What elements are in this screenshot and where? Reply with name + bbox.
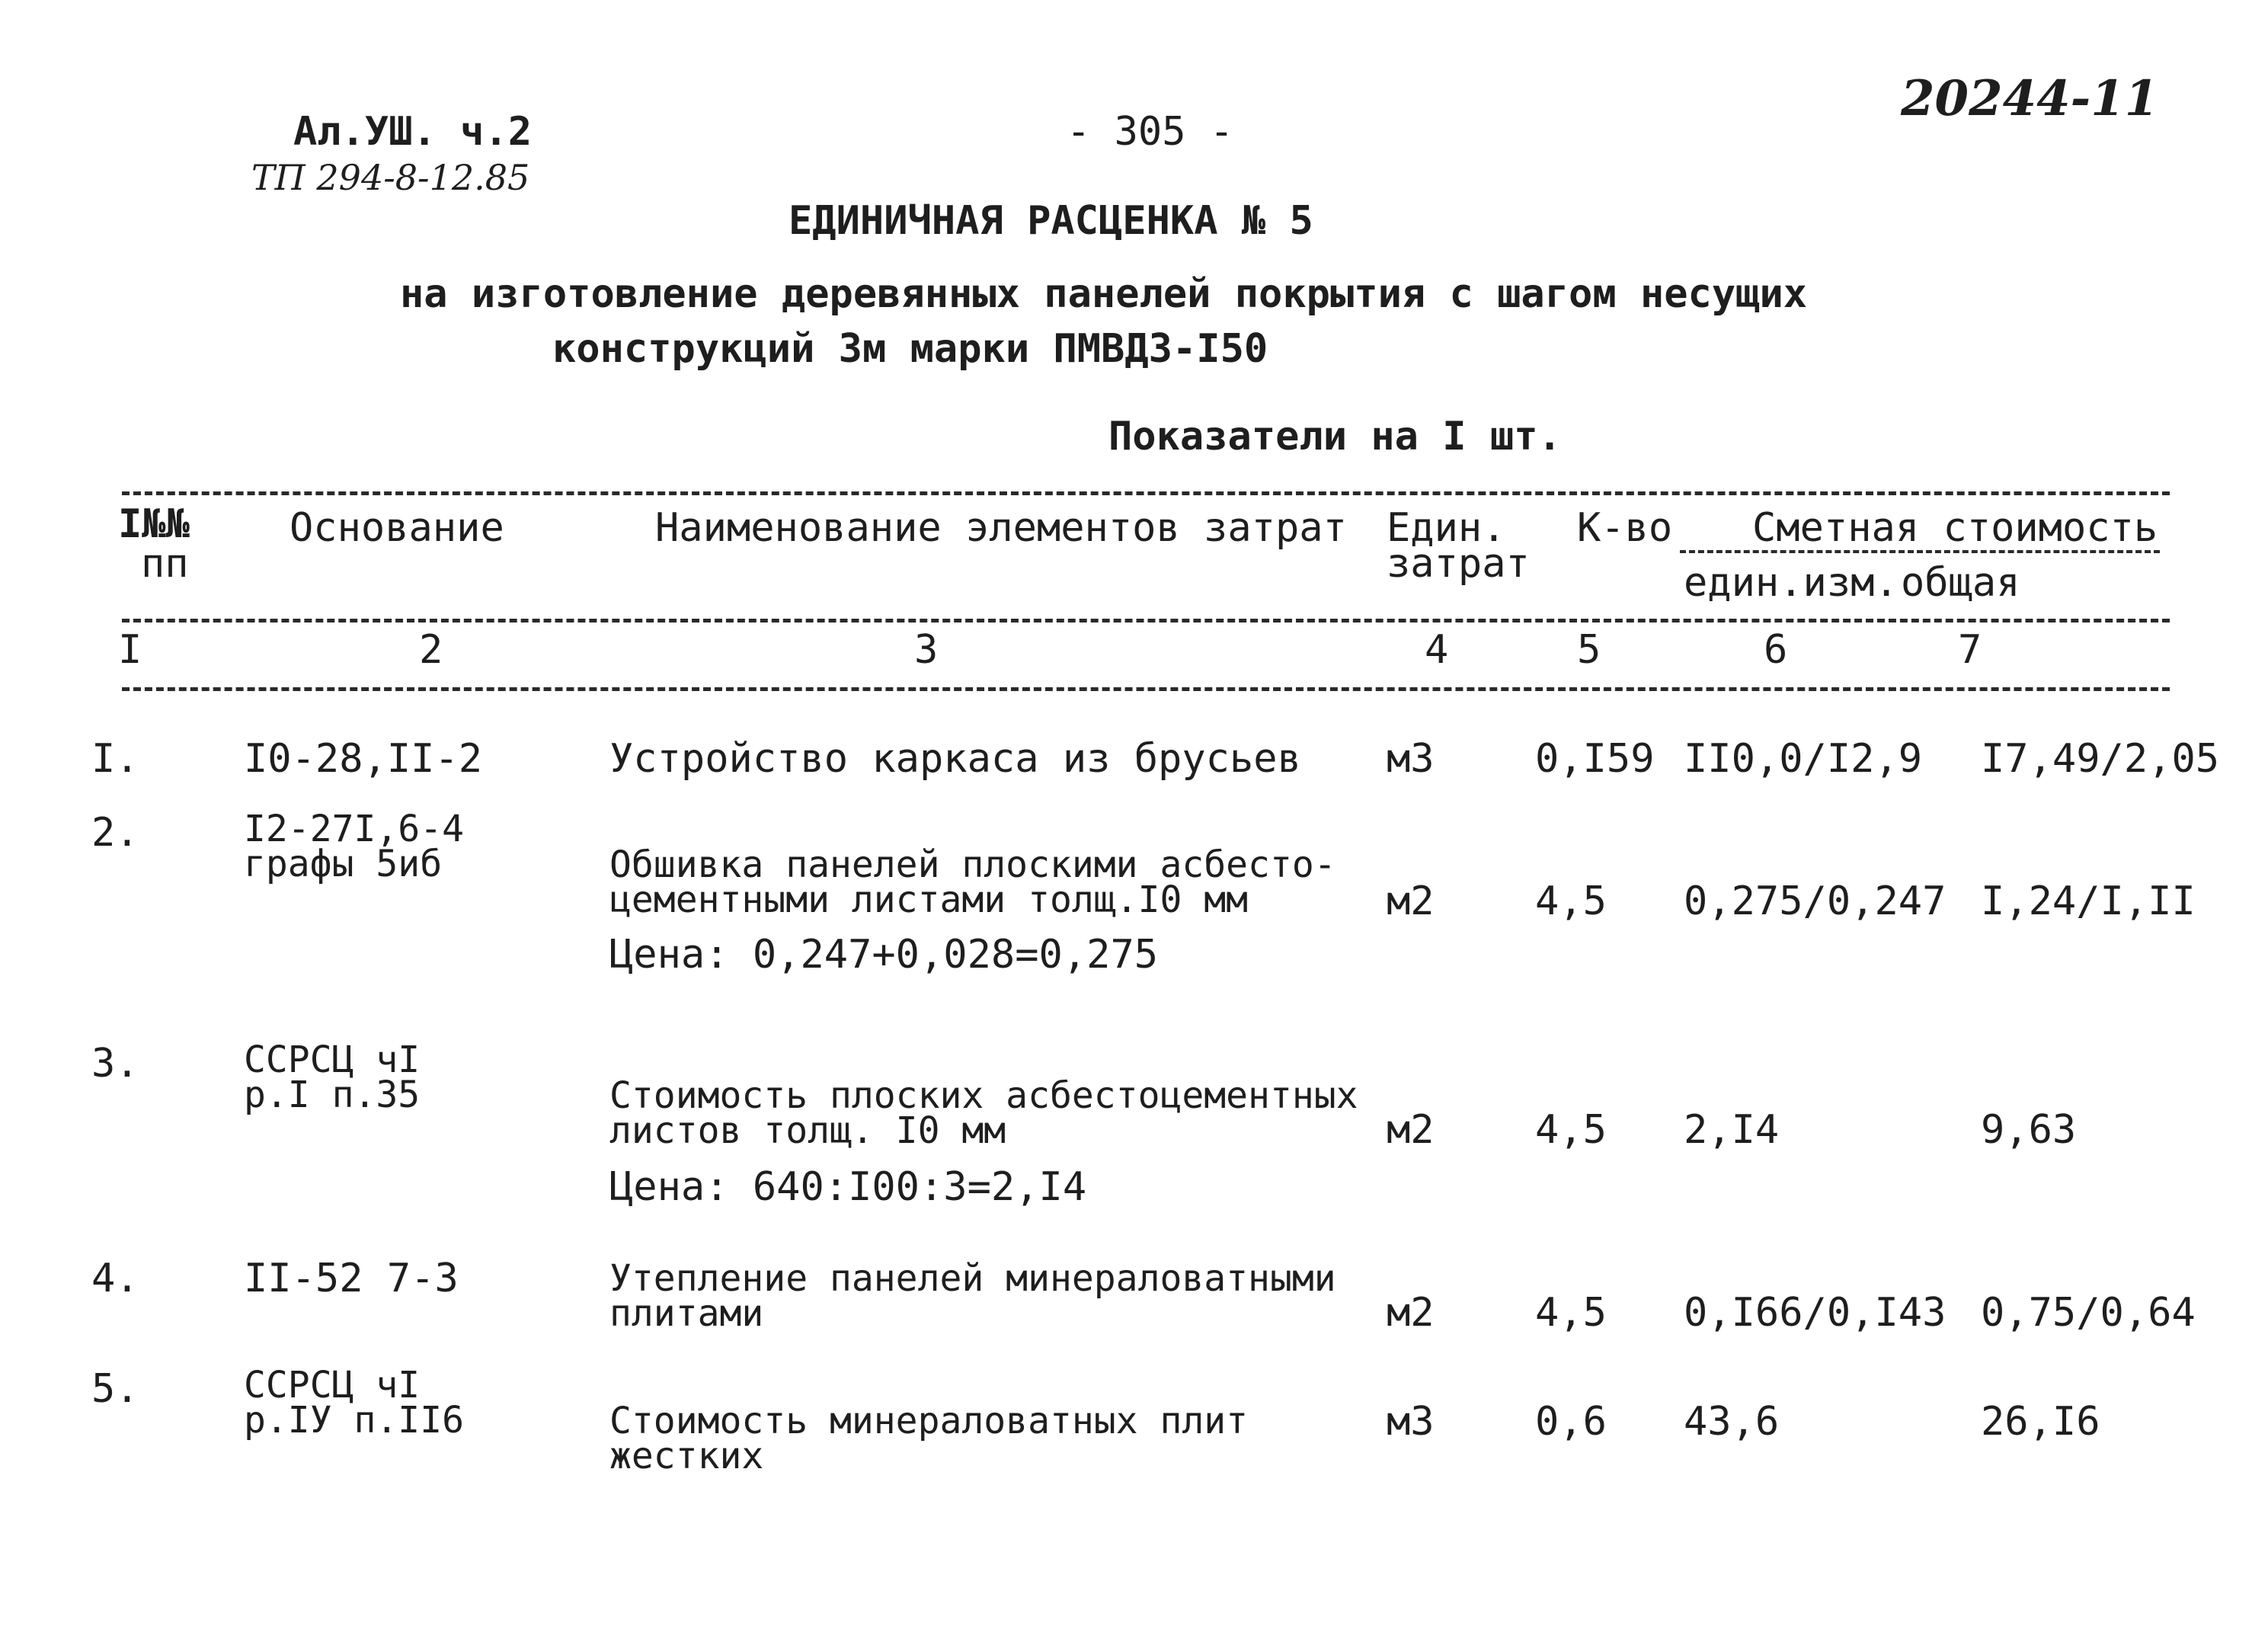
row-name: листов толщ. I0 мм <box>609 1109 1006 1152</box>
header-divider-rule <box>122 619 2170 622</box>
row-number: 4. <box>91 1256 139 1301</box>
handwritten-number: 20244-11 <box>1901 70 2159 127</box>
header-cost: Сметная стоимость <box>1752 505 2158 551</box>
row-price-note: Цена: 640:I00:3=2,I4 <box>609 1164 1087 1210</box>
row-name: плитами <box>609 1292 764 1335</box>
row-unit: м2 <box>1387 1290 1435 1336</box>
row-unit: м3 <box>1387 1399 1435 1445</box>
row-qty: 4,5 <box>1535 1107 1607 1153</box>
header-basis: Основание <box>289 505 504 551</box>
column-number: 3 <box>914 627 939 673</box>
table-top-rule <box>122 491 2170 495</box>
album-reference: Ал.УШ. ч.2 <box>293 109 533 155</box>
row-cost-total: 26,I6 <box>1981 1399 2100 1445</box>
row-qty: 4,5 <box>1535 879 1607 924</box>
header-num-line1: I№№ <box>118 501 190 547</box>
project-code: ТП 294-8-12.85 <box>251 157 530 198</box>
row-name: цементными листами толщ.I0 мм <box>609 879 1249 921</box>
header-cost-total: общая <box>1901 560 2020 606</box>
column-numbers-rule <box>122 687 2170 691</box>
row-number: 3. <box>91 1041 139 1087</box>
row-basis: ССРСЦ чI <box>244 1039 421 1081</box>
row-basis: р.I п.35 <box>244 1074 421 1116</box>
row-price-note: Цена: 0,247+0,028=0,275 <box>609 932 1159 978</box>
row-unit: м2 <box>1387 879 1435 924</box>
row-name: Стоимость плоских асбестоцементных <box>609 1074 1358 1117</box>
row-qty: 0,I59 <box>1535 736 1655 782</box>
document-title: ЕДИНИЧНАЯ РАСЦЕНКА № 5 <box>789 198 1313 244</box>
row-qty: 4,5 <box>1535 1290 1607 1336</box>
column-number: 4 <box>1425 627 1449 673</box>
row-basis: ССРСЦ чI <box>244 1364 421 1407</box>
row-basis: II-52 7-3 <box>244 1256 459 1301</box>
row-cost-total: I,24/I,II <box>1981 879 2196 924</box>
row-cost-unit: 0,I66/0,I43 <box>1684 1290 1947 1336</box>
row-cost-unit: 2,I4 <box>1684 1107 1780 1153</box>
row-cost-unit: II0,0/I2,9 <box>1684 736 1923 782</box>
row-basis: р.IУ п.II6 <box>244 1399 464 1442</box>
row-qty: 0,6 <box>1535 1399 1607 1445</box>
row-unit: м3 <box>1387 736 1435 782</box>
indicators-note: Показатели на I шт. <box>1108 414 1562 459</box>
header-num-line2: пп <box>141 541 189 587</box>
row-name: Устройство каркаса из брусьев <box>609 736 1301 782</box>
header-qty: К-во <box>1577 505 1673 551</box>
row-name: Обшивка панелей плоскими асбесто- <box>609 843 1336 886</box>
header-cost-unit: един.изм. <box>1684 560 1899 606</box>
column-number: 7 <box>1958 627 1982 673</box>
row-cost-total: I7,49/2,05 <box>1981 736 2220 782</box>
row-cost-unit: 43,6 <box>1684 1399 1780 1445</box>
row-name: Утепление панелей минераловатными <box>609 1257 1336 1300</box>
row-basis: графы 5иб <box>244 843 443 885</box>
row-cost-unit: 0,275/0,247 <box>1684 879 1947 924</box>
document-subtitle-line2: конструкций 3м марки ПМВДЗ-I50 <box>552 326 1268 372</box>
column-number: 6 <box>1764 627 1788 673</box>
document-subtitle-line1: на изготовление деревянных панелей покрытия с шагом несущих <box>400 271 1808 317</box>
header-unit-line1: Един. <box>1387 505 1506 551</box>
row-name: жестких <box>609 1435 764 1477</box>
page-number: - 305 - <box>1067 109 1234 155</box>
row-basis: I2-27I,6-4 <box>244 808 464 850</box>
row-number: 5. <box>91 1366 139 1412</box>
row-basis: I0-28,II-2 <box>244 736 483 782</box>
row-number: I. <box>91 736 139 782</box>
header-name: Наименование элементов затрат <box>655 505 1347 551</box>
row-number: 2. <box>91 810 139 856</box>
row-cost-total: 9,63 <box>1981 1107 2077 1153</box>
row-cost-total: 0,75/0,64 <box>1981 1290 2196 1336</box>
row-name: Стоимость минераловатных плит <box>609 1400 1249 1442</box>
row-unit: м2 <box>1387 1107 1435 1153</box>
column-number: 2 <box>419 627 443 673</box>
column-number: I <box>118 627 142 673</box>
header-unit-line2: затрат <box>1387 541 1530 587</box>
column-number: 5 <box>1577 627 1601 673</box>
